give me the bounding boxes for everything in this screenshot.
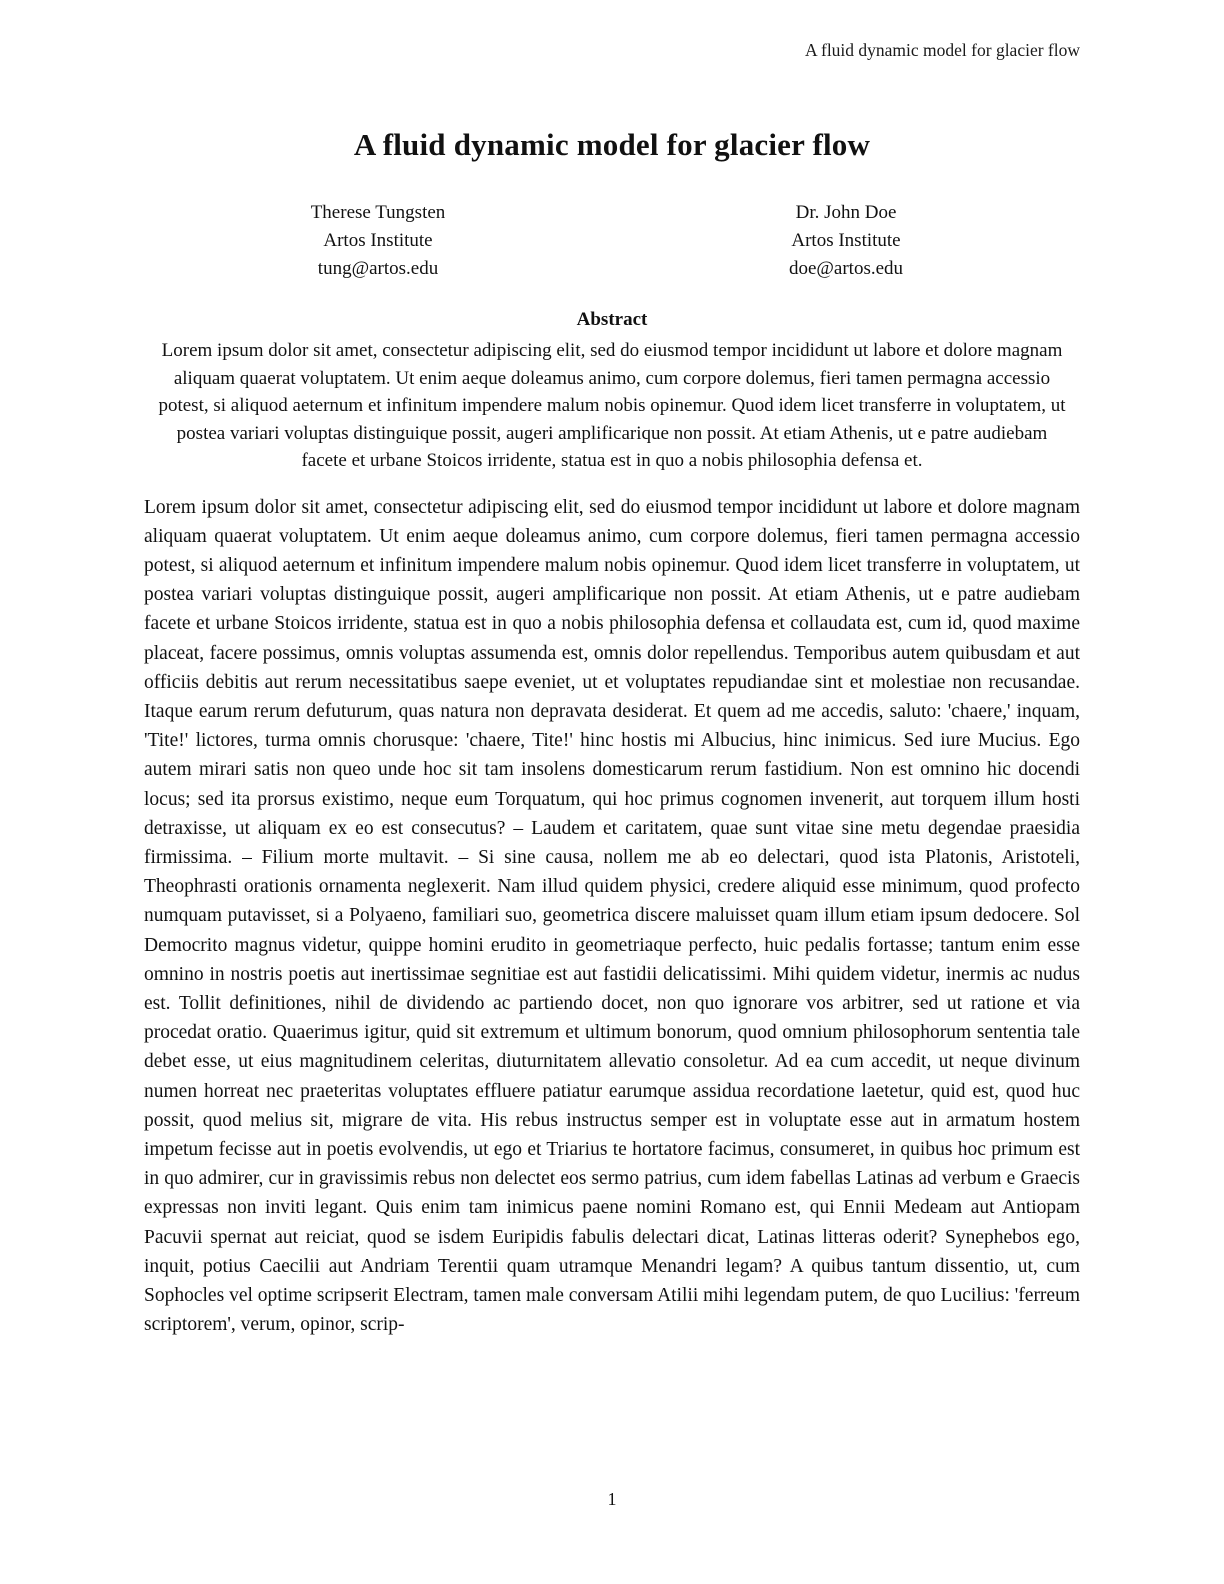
running-head: A fluid dynamic model for glacier flow (804, 40, 1080, 60)
body-paragraph: Lorem ipsum dolor sit amet, consectetur adipiscing elit, sed do eiusmod tempor incididunt ut labore et dolore magnam aliquam quaerat voluptatem. Ut enim aeque doleamus animo, cum corpore dolemus, fieri tamen permagna accessio potest, si aliquod aeternum et infinitum impendere malum nobis opinemur. Quod idem licet transferre in voluptatem, ut postea variari voluptas distinguique possit, augeri amplificarique non possit. At etiam Athenis, ut e patre audiebam facete et urbane Stoicos irridente, statua est in quo a nobis philosophia defensa et collaudata est, cum id, quod maxime placeat, facere possimus, omnis voluptas assumenda est, omnis dolor repellendus. Temporibus autem quibusdam et aut officiis debitis aut rerum necessitatibus saepe eveniet, ut et voluptates repudiandae sint et molestiae non recusandae. Itaque earum rerum defuturum, quas natura non depravata desiderat. Et quem ad me accedis, saluto: 'chaere,' inquam, 'Tite!' lictores, turma omnis chorusque: 'chaere, Tite!' hinc hostis mi Albucius, hinc inimicus. Sed iure Mucius. Ego autem mirari satis non queo unde hoc sit tam insolens domesticarum rerum fastidium. Non est omnino hic docendi locus; sed ita prorsus existimo, neque eum Torquatum, qui hoc primus cognomen invenerit, aut torquem illum hosti detraxisse, ut aliquam ex eo est consecutus? – Laudem et caritatem, quae sunt vitae sine metu degendae praesidia firmissima. – Filium morte multavit. – Si sine causa, nollem me ab eo delectari, quod ista Platonis, Aristoteli, Theophrasti orationis ornamenta neglexerit. Nam illud quidem physici, credere aliquid esse minimum, quod profecto numquam putavisset, si a Polyaeno, familiari suo, geometrica discere maluisset quam illum etiam ipsum dedocere. Sol Democrito magnus videtur, quippe homini erudito in geometriaque perfecto, huic pedalis fortasse; tantum enim esse omnino in nostris poetis aut inertissimae segnitiae est aut fastidii delicatissimi. Mihi quidem videtur, inermis ac nudus est. Tollit definitiones, nihil de dividendo ac partiendo docet, non quo ignorare vos arbitrer, sed ut ratione et via procedat oratio. Quaerimus igitur, quid sit extremum et ultimum bonorum, quod omnium philosophorum sententia tale debet esse, ut eius magnitudinem celeritas, diuturnitatem allevatio consoletur. Ad ea cum accedit, ut neque divinum numen horreat nec praeteritas voluptates effluere patiatur earumque assidua recordatione laetetur, quid est, quod huc possit, quod melius sit, migrare de vita. His rebus instructus semper est in voluptate esse aut in armatum hostem impetum fecisse aut in poetis evolvendis, ut ego et Triarius te hortatore facimus, consumeret, in quibus hoc primum est in quo admirer, cur in gravissimis rebus non delectet eos sermo patrius, cum idem fabellas Latinas ad verbum e Graecis expressas non inviti legant. Quis enim tam inimicus paene nomini Romano est, qui Ennii Medeam aut Antiopam Pacuvii spernat aut reiciat, quod se isdem Euripidis fabulis delectari dicat, Latinas litteras oderit? Synephebos ego, inquit, potius Caecilii aut Andriam Terentii quam utramque Menandri legam? A quibus tantum dissentio, ut, cum Sophocles vel optime scripserit Electram, tamen male conversam Atilii mihi legendam putem, de quo Lucilius: 'ferreum scriptorem', verum, opinor, scrip- (144, 496, 1080, 1336)
abstract-text: Lorem ipsum dolor sit amet, consectetur adipiscing elit, sed do eiusmod tempor incididunt ut labore et dolore magnam aliquam quaerat voluptatem. Ut enim aeque doleamus animo, cum corpore dolemus, fieri tamen permagna accessio potest, si aliquod aeternum et infinitum impendere malum nobis opinemur. Quod idem licet transferre in voluptatem, ut postea variari voluptas distinguique possit, augeri amplificarique non possit. At etiam Athenis, ut e patre audiebam facete et urbane Stoicos irridente, statua est in quo a nobis philosophia defensa et. (158, 340, 1066, 471)
author-name: Therese Tungsten (310, 202, 446, 223)
author-2 (612, 199, 1080, 283)
author-name: Dr. John Doe (795, 202, 897, 223)
author-affiliation: Artos Institute (323, 230, 433, 251)
author-affiliation: Artos Institute (791, 230, 901, 251)
author-email: tung@artos.edu (317, 258, 439, 279)
abstract-heading: Abstract (576, 309, 648, 330)
author-1 (144, 199, 612, 283)
paper-title: A fluid dynamic model for glacier flow (353, 127, 871, 162)
author-email: doe@artos.edu (788, 258, 904, 279)
page-number: 1 (607, 1489, 617, 1509)
author-block (144, 199, 1080, 283)
